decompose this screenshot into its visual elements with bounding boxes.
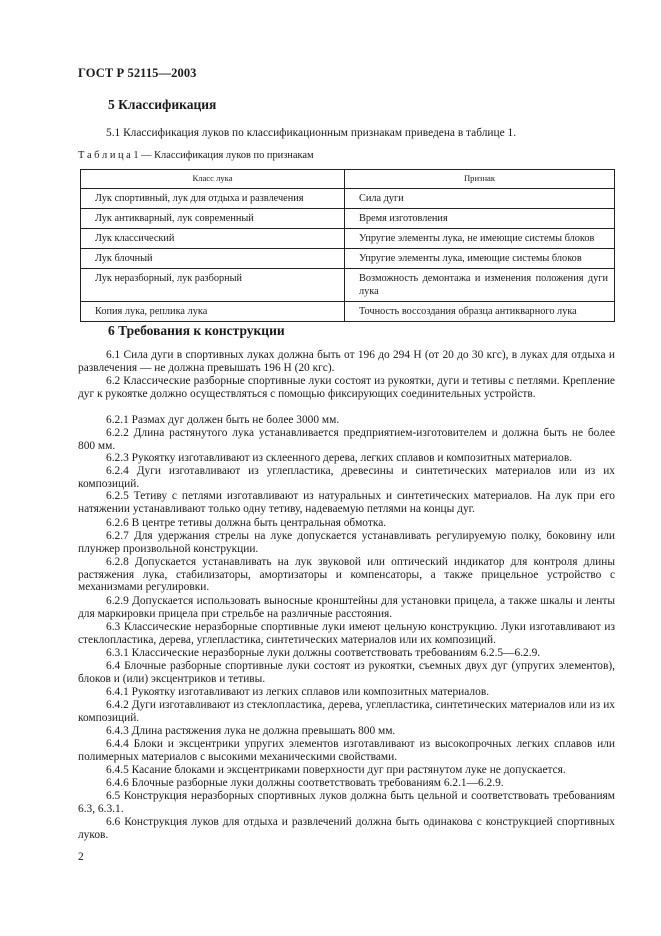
para-6-2-4: 6.2.4 Дуги изготавливают из углепластика, древесины и синтетических материалов или из их композиций. bbox=[78, 465, 615, 490]
para-6-2: 6.2 Классические разборные спортивные луки состоят из рукоятки, дуги и тетивы с петлями. Крепление дуг к рукоятке должно осуществляться с помощью фиксирующих соединительных устройств. bbox=[78, 375, 615, 400]
para-6-5: 6.5 Конструкция неразборных спортивных луков должна быть цельной и соответствовать требованиям 6.3, 6.3.1. bbox=[78, 790, 615, 815]
para-6-2-7: 6.2.7 Для удержания стрелы на луке допускается устанавливать регулируемую полку, боковину или плунжер произвольной конструкции. bbox=[78, 530, 615, 555]
table-cell: Лук антикварный, лук современный bbox=[81, 209, 345, 229]
para-6-2-8: 6.2.8 Допускается устанавливать на лук звуковой или оптический индикатор для контроля длины растяжения лука, стабилизаторы, амортизаторы и компенсаторы, а также прицельное устройство с механизмами регулировки. bbox=[78, 556, 615, 594]
para-6-3: 6.3 Классические неразборные спортивные луки имеют цельную конструкцию. Луки изготавливают из стеклопластика, дерева, углепластика, синтетических материалов или их композиций. bbox=[78, 621, 615, 646]
para-6-4: 6.4 Блочные разборные спортивные луки состоят из рукоятки, съемных двух дуг (упругих элементов), блоков и (или) эксцентриков и тетивы. bbox=[78, 660, 615, 685]
table-cell: Лук спортивный, лук для отдыха и развлечения bbox=[81, 189, 345, 209]
table-cell: Точность воссоздания образца антикварного лука bbox=[345, 302, 615, 322]
para-6-6: 6.6 Конструкция луков для отдыха и развлечений должна быть одинакова с конструкцией спортивных луков. bbox=[78, 816, 615, 841]
para-6-3-1: 6.3.1 Классические неразборные луки должны соответствовать требованиям 6.2.5—6.2.9. bbox=[106, 647, 541, 659]
para-6-4-1: 6.4.1 Рукоятку изготавливают из легких сплавов или композитных материалов. bbox=[106, 686, 490, 698]
para-6-2-9: 6.2.9 Допускается использовать выносные кронштейны для установки прицела, а также шкалы и ленты для маркировки прицела при стрельбе на различные расстояния. bbox=[78, 595, 615, 620]
table-cell: Лук классический bbox=[81, 229, 345, 249]
column-header: Признак bbox=[345, 170, 615, 189]
para-6-4-2: 6.4.2 Дуги изготавливают из стеклопластика, дерева, углепластика, синтетических материалов или из их композиций. bbox=[78, 699, 615, 724]
para-6-2-1: 6.2.1 Размах дуг должен быть не более 3000 мм. bbox=[106, 414, 340, 426]
table-cell: Упругие элементы лука, имеющие системы блоков bbox=[345, 249, 615, 269]
table-cell: Лук неразборный, лук разборный bbox=[81, 269, 345, 302]
table-row bbox=[81, 302, 615, 322]
page-number: 2 bbox=[78, 851, 84, 863]
table-cell: Лук блочный bbox=[81, 249, 345, 269]
table-cell: Копия лука, реплика лука bbox=[81, 302, 345, 322]
para-6-2-2: 6.2.2 Длина растянутого лука устанавливается предприятием-изготовителем и должна быть не более 800 мм. bbox=[78, 427, 615, 452]
table-row bbox=[81, 209, 615, 229]
table-cell: Сила дуги bbox=[345, 189, 615, 209]
table-header-row bbox=[81, 170, 615, 189]
para-5-1: 5.1 Классификация луков по классификационным признакам приведена в таблице 1. bbox=[106, 127, 517, 139]
para-6-4-6: 6.4.6 Блочные разборные луки должны соответствовать требованиям 6.2.1—6.2.9. bbox=[106, 777, 504, 789]
para-6-1: 6.1 Сила дуги в спортивных луках должна быть от 196 до 294 Н (от 20 до 30 кгс), в луках для отдыха и развлечения — не должна превышать 196 Н (20 кгс). bbox=[78, 349, 615, 374]
section-5-heading: 5 Классификация bbox=[108, 97, 217, 112]
classification-table bbox=[80, 169, 615, 322]
table-cell: Упругие элементы лука, не имеющие системы блоков bbox=[345, 229, 615, 249]
table-row bbox=[81, 229, 615, 249]
para-6-4-5: 6.4.5 Касание блоками и эксцентриками поверхности дуг при растянутом луке не допускается. bbox=[106, 764, 566, 776]
para-6-4-3: 6.4.3 Длина растяжения лука не должна превышать 800 мм. bbox=[106, 725, 396, 737]
para-6-2-3: 6.2.3 Рукоятку изготавливают из склеенного дерева, легких сплавов и композитных материалов. bbox=[106, 452, 573, 464]
column-header: Класс лука bbox=[81, 170, 345, 189]
section-6-heading: 6 Требования к конструкции bbox=[108, 323, 285, 338]
para-6-2-5: 6.2.5 Тетиву с петлями изготавливают из натуральных и синтетических материалов. На лук при его натяжении устанавливают только одну тетиву, надеваемую петлями на концы дуг. bbox=[78, 490, 615, 515]
table-row bbox=[81, 269, 615, 302]
table-row bbox=[81, 249, 615, 269]
standard-header: ГОСТ Р 52115—2003 bbox=[78, 66, 197, 80]
table-cell: Время изготовления bbox=[345, 209, 615, 229]
table-row bbox=[81, 189, 615, 209]
table-caption: Т а б л и ц а 1 — Классификация луков по признакам bbox=[78, 150, 314, 161]
para-6-4-4: 6.4.4 Блоки и эксцентрики упругих элементов изготавливают из высокопрочных легких сплавов или полимерных материалов с высокими механическими свойствами. bbox=[78, 738, 615, 763]
para-6-2-6: 6.2.6 В центре тетивы должна быть центральная обмотка. bbox=[106, 517, 387, 529]
table-cell: Возможность демонтажа и изменения положения дуги лука bbox=[345, 269, 615, 302]
